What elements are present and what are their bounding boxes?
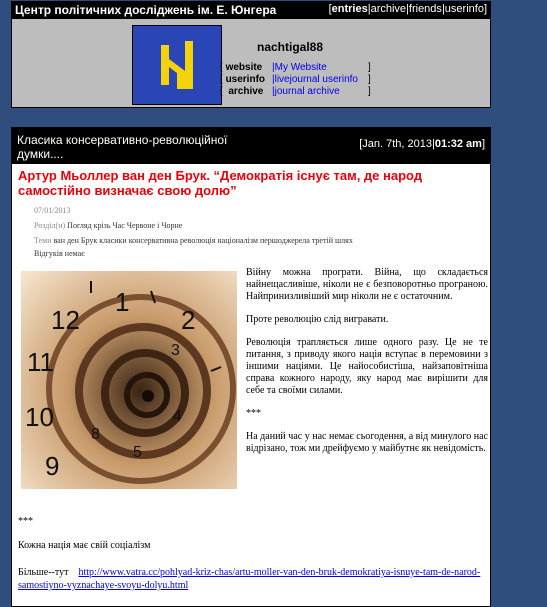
journal-nav: [entries|archive|friends|userinfo]	[328, 3, 487, 15]
nav-friends[interactable]: friends	[408, 3, 442, 15]
wolfsangel-icon	[153, 37, 201, 93]
svg-text:11: 11	[27, 347, 54, 377]
more-label: Більше--тут	[18, 567, 69, 578]
nav-userinfo[interactable]: userinfo	[444, 3, 484, 15]
section-label: Розділ(и)	[34, 221, 66, 230]
svg-text:4: 4	[173, 408, 182, 425]
comments-count	[34, 249, 85, 258]
svg-text:9: 9	[45, 451, 60, 481]
paragraph-4: ***	[246, 408, 261, 419]
paragraph-2: Проте революцію слід вигравати.	[246, 314, 389, 325]
userinfo-label: userinfo	[225, 74, 266, 85]
svg-text:10: 10	[25, 402, 54, 432]
socialism-line: Кожна нація має свій соціалізм	[18, 540, 151, 551]
svg-text:2: 2	[181, 305, 196, 335]
svg-text:12: 12	[51, 305, 80, 335]
svg-text:1: 1	[115, 287, 130, 317]
userinfo-row: [ userinfo |livejournal userinfo ]	[220, 74, 371, 85]
profile-box	[11, 18, 491, 108]
profile-links	[220, 62, 371, 98]
entry-time: 01:32 am	[434, 138, 482, 150]
nav-archive[interactable]: archive	[370, 3, 407, 15]
journal-title: Центр політичних досліджень ім. Е. Юнгера	[15, 3, 277, 17]
stars-separator: ***	[18, 516, 33, 527]
archive-row: [ archive |journal archive ]	[220, 86, 371, 97]
entry-header	[12, 128, 490, 164]
svg-text:5: 5	[133, 444, 142, 461]
username: nachtigal88	[257, 40, 324, 54]
post-tags	[34, 236, 353, 245]
more-line	[18, 566, 484, 592]
archive-link[interactable]: journal archive	[274, 86, 340, 97]
clock-spiral-icon	[21, 271, 237, 489]
avatar[interactable]	[132, 25, 222, 105]
comments-text[interactable]: Відгуків немає	[34, 249, 85, 258]
more-link[interactable]: http://www.vatra.cc/pohlyad-kriz-chas/artu-moller-van-den-bruk-demokratiya-isnuye-tam-de-narod-samostiyno-vyznachaye-svoyu-dolyu.html	[18, 567, 481, 591]
svg-text:8: 8	[91, 426, 100, 443]
entry-subject: Класика консервативно-революційної думки....	[17, 133, 228, 161]
userinfo-link[interactable]: livejournal userinfo	[274, 74, 358, 85]
nav-entries[interactable]: entries	[331, 3, 368, 15]
paragraph-3: Революція трапляється лише одного разу. Це не те питання, з приводу якого нація вступає в перемовини з іншими націями. Це найособистіша, найзаповітніша справа кожного народу, яку народ має вирішити для себе та своїми силами.	[246, 337, 488, 396]
entry-date[interactable]: Jan. 7th, 2013	[362, 138, 432, 150]
section-value[interactable]: Погляд крізь Час Червоне і Чорне	[67, 221, 183, 230]
svg-text:3: 3	[171, 342, 180, 359]
entry-title: Артур Мьоллер ван ден Брук. “Демократія існує там, де народ самостійно визначає свою долю”	[18, 168, 423, 198]
archive-label: archive	[228, 86, 264, 97]
tags-label: Теми	[34, 236, 52, 245]
website-row: [ website |My Website ]	[220, 62, 371, 73]
clock-spiral-image	[21, 271, 237, 489]
entry-datetime: [Jan. 7th, 2013|01:32 am]	[359, 138, 485, 150]
post-section	[34, 221, 182, 230]
paragraph-1: Війну можна програти. Війна, що складається найнещасливіше, ніколи не є безповоротньо програною. Найпринизливіший мир ніколи не є остаточним.	[246, 267, 488, 302]
entry-body	[246, 267, 488, 466]
paragraph-5: На даний час у нас немає сьогодення, а від минулого нас відрізано, тож ми дрейфуємо у майбутнє як невідомість.	[246, 431, 488, 454]
journal-entry	[11, 127, 491, 607]
website-label: website	[225, 62, 263, 73]
post-date: 07/01/2013	[34, 206, 71, 215]
tags-value[interactable]: ван ден Брук класики консервативна революція націоналізм першоджерела третій шлях	[53, 236, 353, 245]
journal-header	[11, 1, 491, 18]
website-link[interactable]: My Website	[274, 62, 327, 73]
